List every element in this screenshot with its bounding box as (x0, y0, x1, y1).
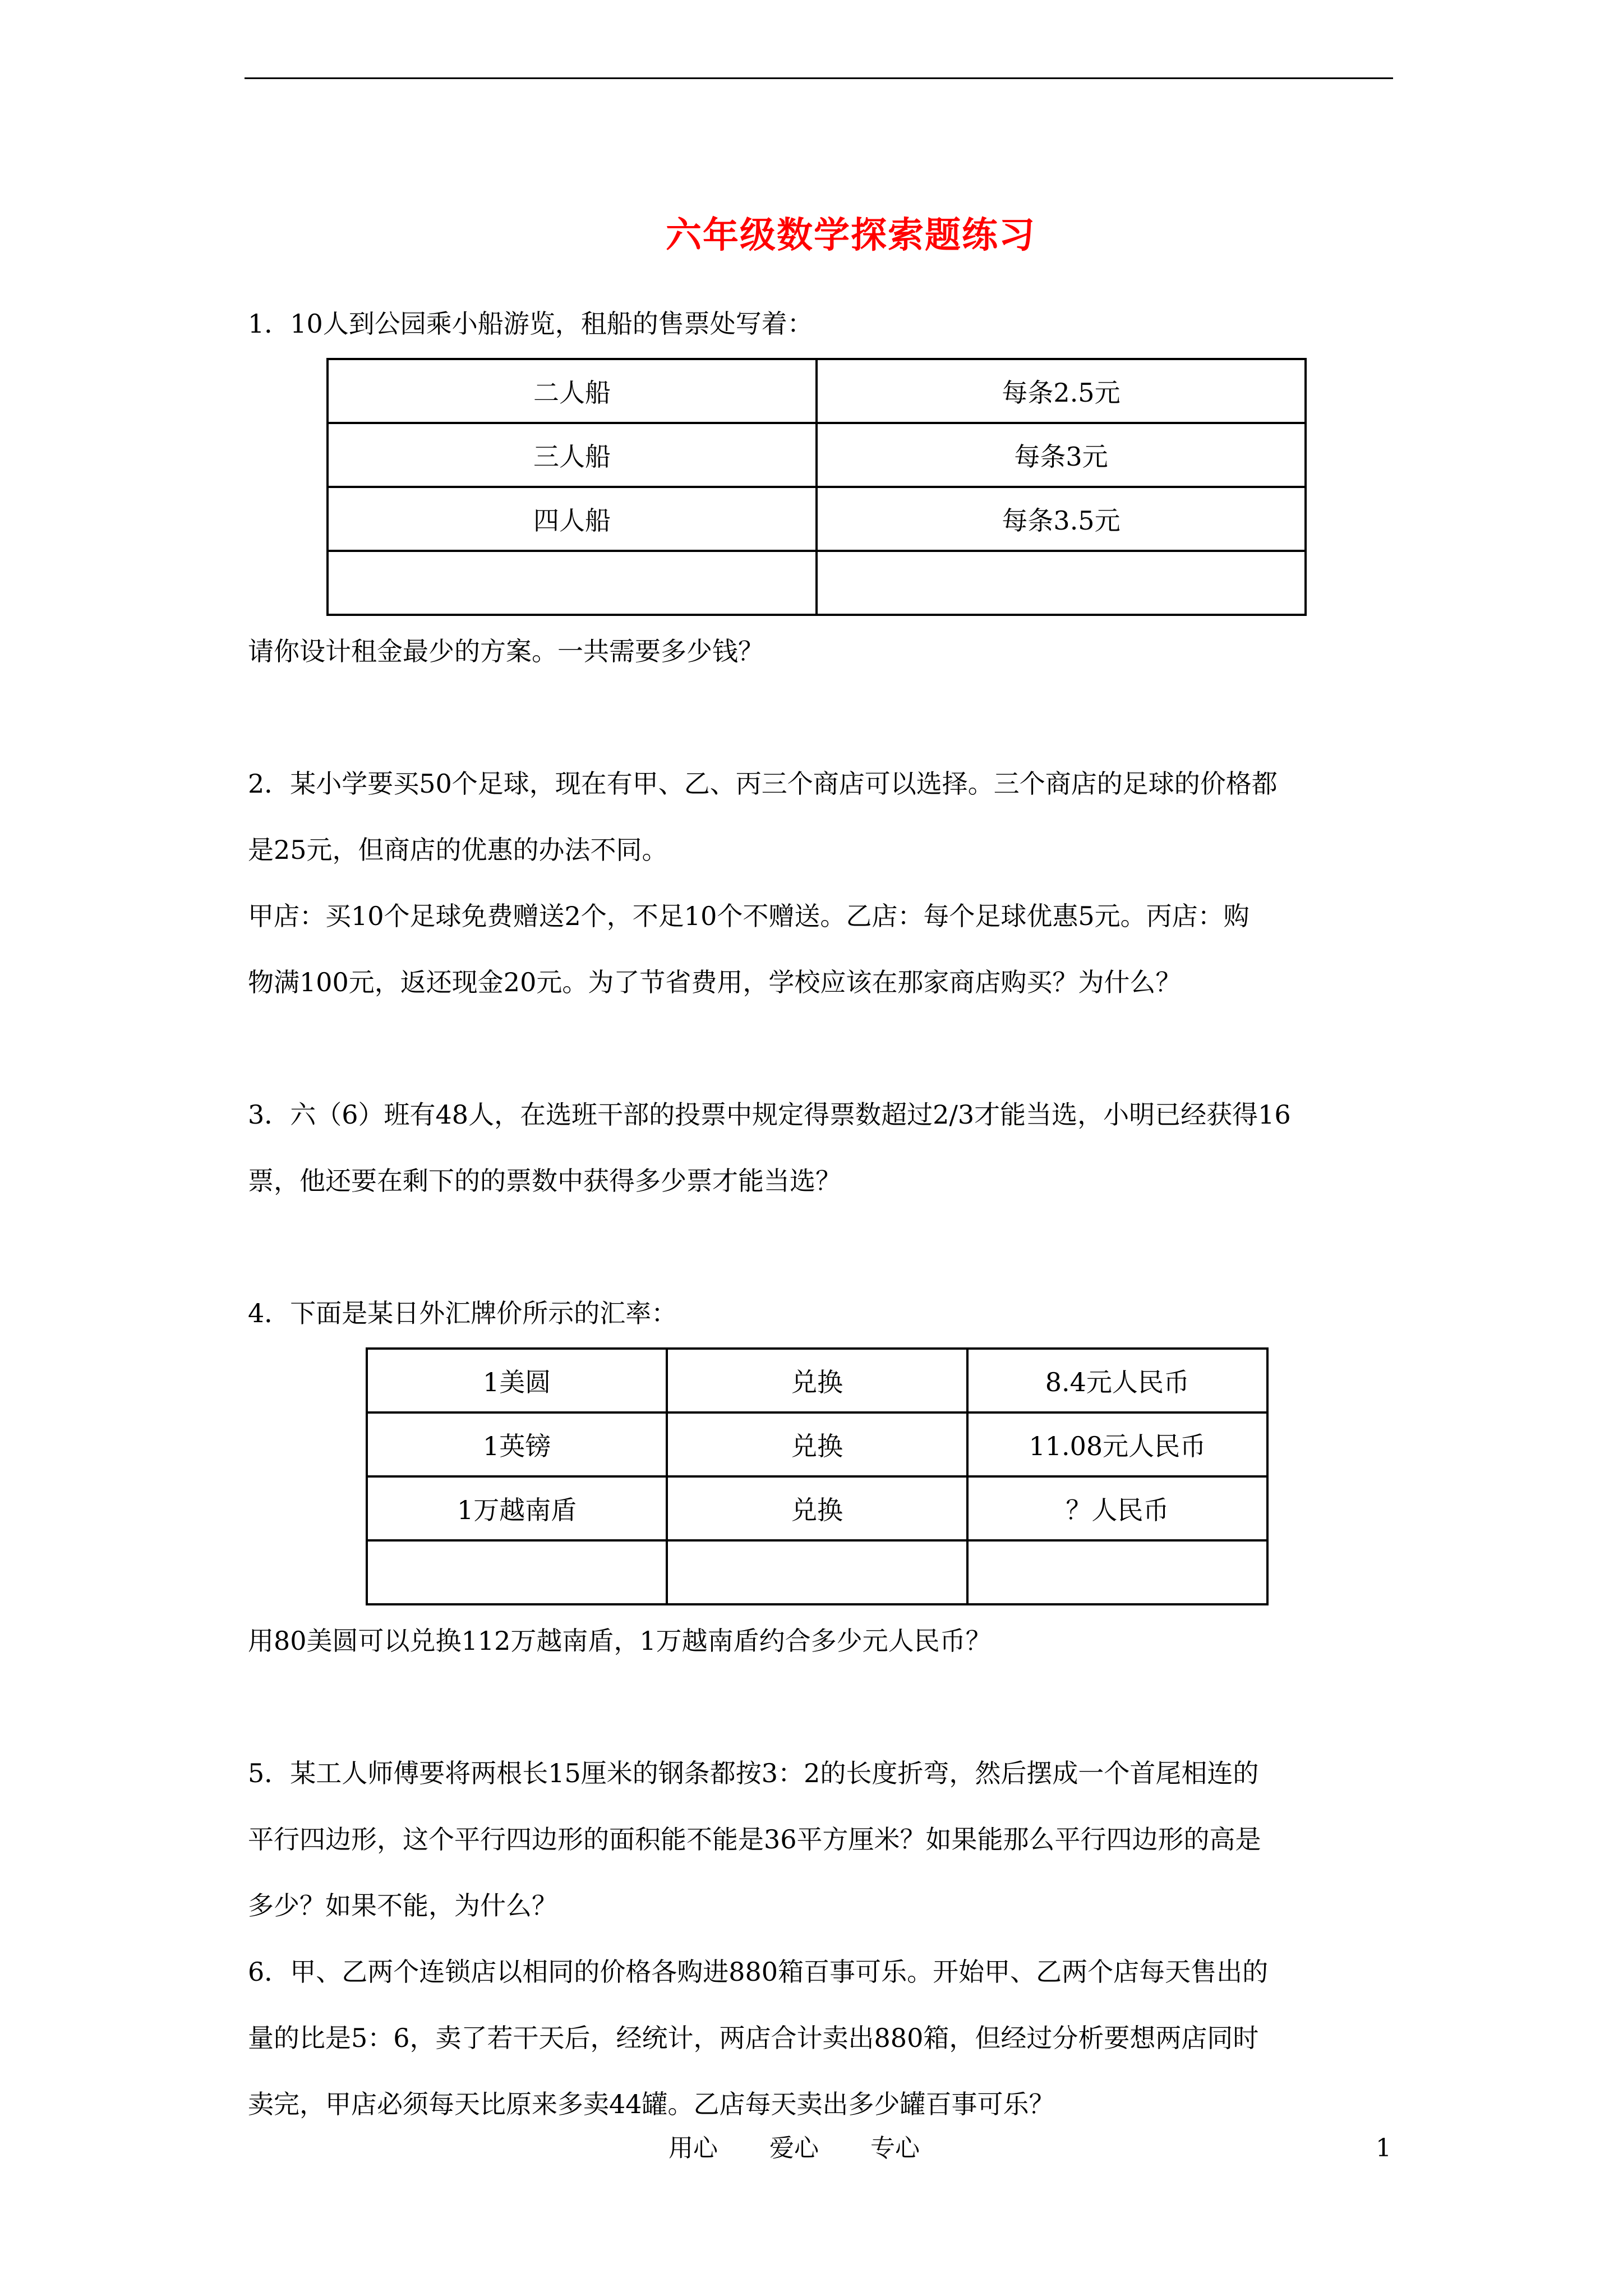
question-5-line: 平行四边形，这个平行四边形的面积能不能是36平方厘米？如果能那么平行四边形的高是 (248, 1824, 1261, 1855)
table-cell: 1美圆 (367, 1349, 667, 1412)
table-row (367, 1540, 1267, 1604)
table-cell: 1英镑 (367, 1412, 667, 1476)
question-2-line: 2．某小学要买50个足球，现在有甲、乙、丙三个商店可以选择。三个商店的足球的价格都 (248, 769, 1278, 799)
question-5-line: 5．某工人师傅要将两根长15厘米的钢条都按3：2的长度折弯，然后摆成一个首尾相连的 (248, 1758, 1259, 1788)
question-4-text: 4．下面是某日外汇牌价所示的汇率： (248, 1298, 677, 1328)
page-number: 1 (1376, 2134, 1391, 2162)
boat-price-table (326, 358, 1307, 616)
table-cell: 每条3.5元 (817, 487, 1306, 551)
table-row (367, 1412, 1267, 1476)
question-3-line: 3．六（6）班有48人，在选班干部的投票中规定得票数超过2/3才能当选，小明已经获得16 (248, 1099, 1291, 1130)
footer-motto-item: 专心 (870, 2134, 920, 2162)
table-cell: 四人船 (328, 487, 817, 551)
question-2-line: 物满100元，返还现金20元。为了节省费用，学校应该在那家商店购买？为什么？ (248, 967, 1182, 997)
question-5-line: 多少？如果不能，为什么？ (248, 1890, 557, 1921)
table-row (328, 359, 1306, 423)
question-1-text: 1．10人到公园乘小船游览，租船的售票处写着： (248, 309, 813, 339)
table-cell: 8.4元人民币 (967, 1349, 1267, 1412)
table-cell (817, 551, 1306, 615)
table-cell: ？人民币 (967, 1476, 1267, 1540)
table-row (328, 551, 1306, 615)
question-3-line: 票，他还要在剩下的的票数中获得多少票才能当选？ (248, 1166, 841, 1196)
table-cell: 兑换 (667, 1476, 967, 1540)
question-6-line: 量的比是5：6，卖了若干天后，经统计，两店合计卖出880箱，但经过分析要想两店同时 (248, 2023, 1259, 2053)
table-row (367, 1476, 1267, 1540)
footer-motto (668, 2132, 971, 2165)
table-cell: 三人船 (328, 423, 817, 487)
table-cell (367, 1540, 667, 1604)
question-2-line: 是25元，但商店的优惠的办法不同。 (248, 835, 668, 865)
table-cell: 二人船 (328, 359, 817, 423)
question-6-line: 6．甲、乙两个连锁店以相同的价格各购进880箱百事可乐。开始甲、乙两个店每天售出的 (248, 1957, 1269, 1987)
table-row (328, 487, 1306, 551)
document-body (248, 291, 1393, 2137)
header-rule (245, 77, 1393, 79)
exchange-rate-table (366, 1347, 1269, 1605)
question-6-line: 卖完，甲店必须每天比原来多卖44罐。乙店每天卖出多少罐百事可乐？ (248, 2089, 1055, 2119)
footer-motto-item: 用心 (668, 2134, 718, 2162)
page-title: 六年级数学探索题练习 (666, 214, 1036, 256)
table-cell (328, 551, 817, 615)
table-cell: 兑换 (667, 1349, 967, 1412)
footer-motto-item: 爱心 (769, 2134, 819, 2162)
table-cell: 1万越南盾 (367, 1476, 667, 1540)
table-row (367, 1349, 1267, 1412)
question-4-prompt: 用80美圆可以兑换112万越南盾，1万越南盾约合多少元人民币？ (248, 1626, 992, 1656)
table-cell: 每条3元 (817, 423, 1306, 487)
table-cell (667, 1540, 967, 1604)
table-cell: 每条2.5元 (817, 359, 1306, 423)
question-2-line: 甲店：买10个足球免费赠送2个，不足10个不赠送。乙店：每个足球优惠5元。丙店：购 (248, 901, 1249, 931)
table-cell: 兑换 (667, 1412, 967, 1476)
table-cell: 11.08元人民币 (967, 1412, 1267, 1476)
table-cell (967, 1540, 1267, 1604)
question-1-prompt: 请你设计租金最少的方案。一共需要多少钱？ (248, 636, 764, 666)
table-row (328, 423, 1306, 487)
